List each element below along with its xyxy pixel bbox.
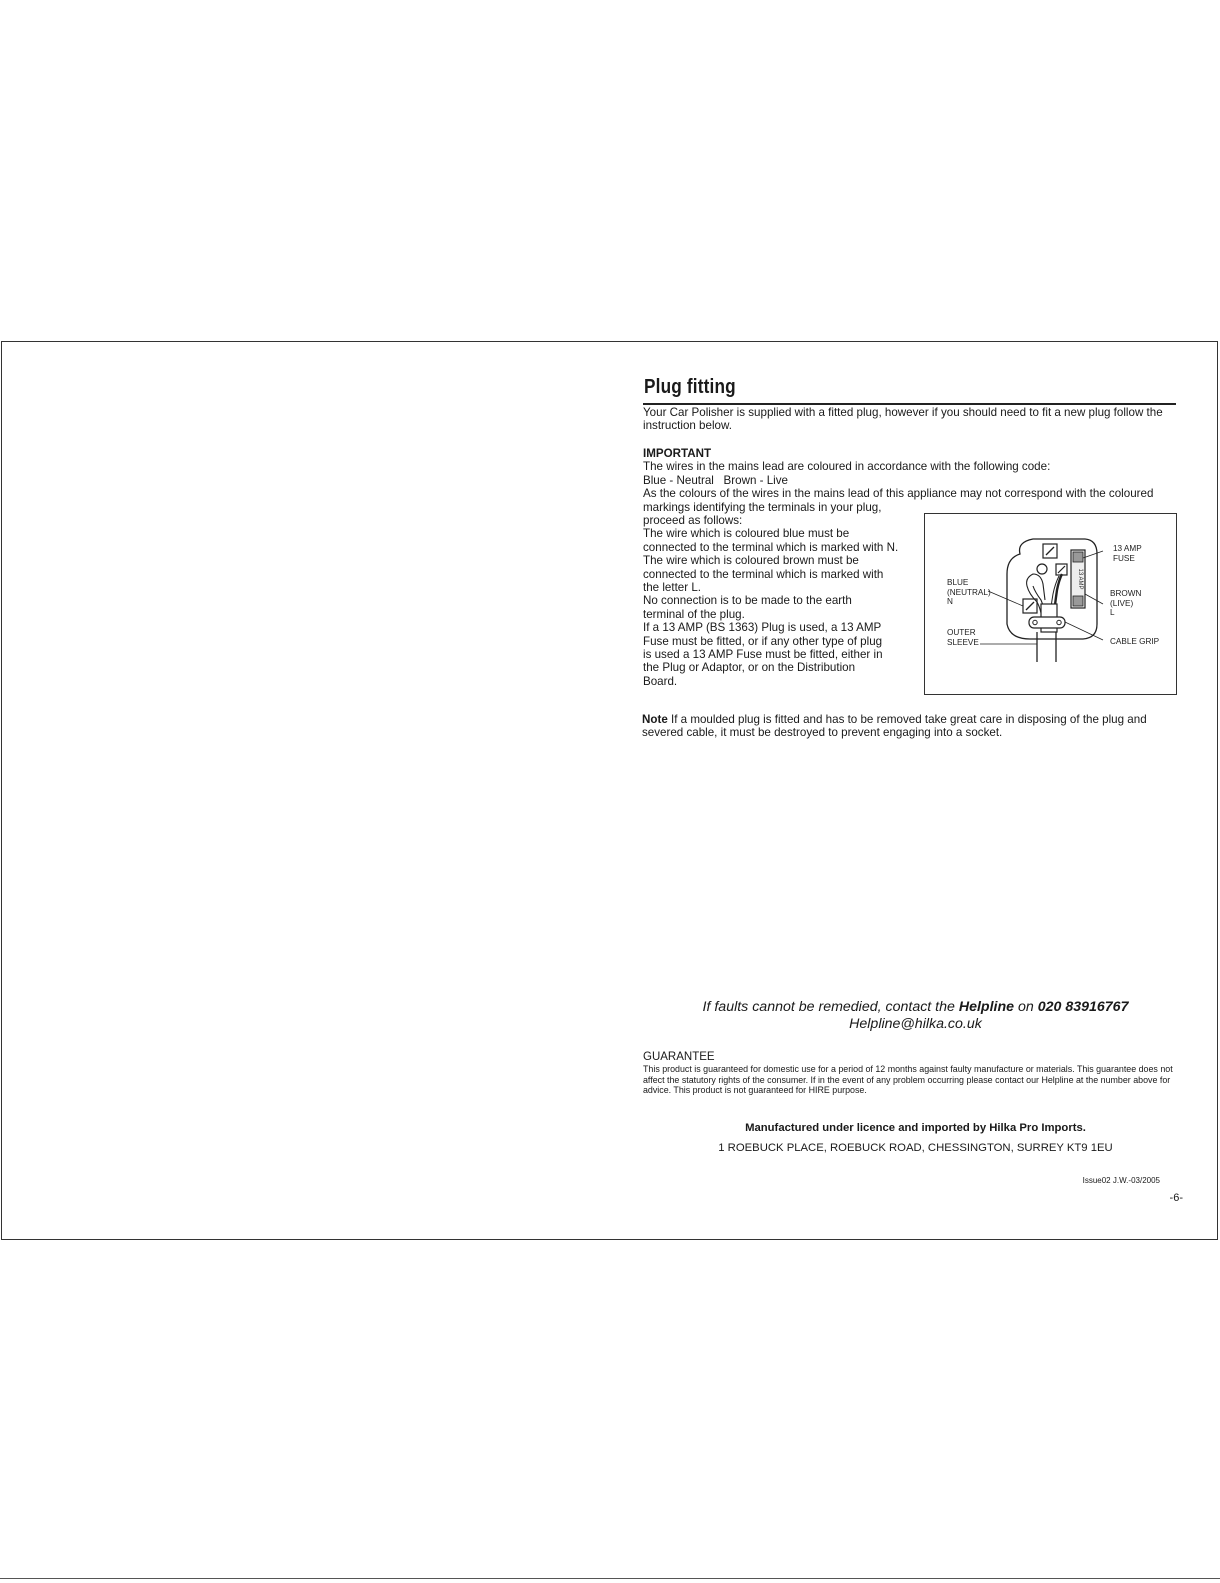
brown-label-line: (LIVE) — [1110, 598, 1134, 608]
fuse-label-line: FUSE — [1113, 553, 1135, 563]
blue-label-line: N — [947, 597, 953, 607]
fuse-label-line: 13 AMP — [1113, 544, 1142, 553]
brown-label-line: BROWN — [1110, 589, 1142, 598]
fuse-marking: 13 AMP — [1077, 568, 1083, 590]
sleeve-label-line: OUTER — [947, 628, 976, 637]
page-number: -6- — [1169, 1192, 1183, 1204]
instruction-line: The wire which is coloured brown must be — [643, 554, 859, 568]
blue-label-line: (NEUTRAL) — [947, 587, 991, 597]
helpline-block — [643, 999, 1188, 1033]
instruction-line: Board. — [643, 674, 678, 688]
instruction-line: the letter L. — [643, 581, 702, 595]
important-line: Blue - Neutral Brown - Live — [643, 473, 788, 487]
guarantee-heading: GUARANTEE — [643, 1051, 715, 1063]
note-text: If a moulded plug is fitted and has to be removed take great care in disposing of the plug and severed cable, it must be destroyed to prevent engaging into a socket. — [642, 713, 1147, 740]
helpline-number: 020 83916767 — [1037, 999, 1129, 1015]
note-paragraph — [642, 713, 1187, 740]
instruction-line: Fuse must be fitted, or if any other type of plug — [643, 634, 883, 648]
helpline-prefix: If faults cannot be remedied, contact the — [702, 999, 959, 1015]
wiring-instructions — [643, 514, 918, 688]
guarantee-text: This product is guaranteed for domestic use for a period of 12 months against faulty manufacture or materials. This guarantee does not affect the statutory rights of the consumer. If in the event of any problem occurring please contact our Helpline at the number above for advice. This product is not guaranteed for HIRE purpose. — [643, 1064, 1173, 1096]
page-title: Plug fitting — [644, 376, 736, 398]
instruction-line: No connection is to be made to the earth — [643, 594, 852, 608]
helpline-on: on — [1014, 999, 1038, 1015]
instruction-line: is used a 13 AMP Fuse must be fitted, either in — [643, 648, 883, 662]
title-underline — [643, 403, 1176, 405]
important-line: markings identifying the terminals in your plug, — [643, 500, 882, 514]
blue-label-line: BLUE — [947, 578, 969, 587]
instruction-line: terminal of the plug. — [643, 607, 745, 621]
brown-live-label — [1110, 589, 1141, 618]
address-line: 1 ROEBUCK PLACE, ROEBUCK ROAD, CHESSINGTON, SURREY KT9 1EU — [718, 1142, 1113, 1154]
blue-neutral-label — [947, 578, 991, 607]
instruction-line: proceed as follows: — [643, 514, 743, 527]
issue-code: Issue02 J.W.-03/2005 — [1082, 1176, 1160, 1185]
plug-diagram — [924, 513, 1177, 695]
outer-sleeve-label — [947, 628, 979, 647]
helpline-line — [643, 999, 1188, 1016]
important-line: As the colours of the wires in the mains lead of this appliance may not correspond with the coloured — [643, 487, 1154, 501]
instruction-line: The wire which is coloured blue must be — [643, 527, 850, 541]
instruction-line: the Plug or Adaptor, or on the Distribution — [643, 661, 856, 675]
helpline-email: Helpline@hilka.co.uk — [849, 1016, 982, 1032]
sleeve-label-line: SLEEVE — [947, 637, 979, 647]
brown-label-line: L — [1110, 608, 1115, 618]
instruction-line: connected to the terminal which is marked with N. — [643, 540, 899, 554]
instruction-line: If a 13 AMP (BS 1363) Plug is used, a 13 AMP — [643, 621, 882, 635]
manufacturer-line: Manufactured under licence and imported by Hilka Pro Imports. — [745, 1122, 1086, 1134]
helpline-word: Helpline — [958, 999, 1015, 1015]
important-section — [643, 447, 1183, 514]
important-heading: IMPORTANT — [643, 447, 712, 460]
cable-grip-label: CABLE GRIP — [1110, 637, 1160, 646]
important-line: The wires in the mains lead are coloured in accordance with the following code: — [643, 460, 1051, 474]
bottom-rule — [0, 1578, 1220, 1579]
intro-paragraph: Your Car Polisher is supplied with a fitted plug, however if you should need to fit a new plug follow the instruction below. — [643, 406, 1163, 433]
fuse-label — [1113, 544, 1142, 563]
note-label: Note — [642, 713, 668, 726]
instruction-line: connected to the terminal which is marked with — [643, 567, 884, 581]
